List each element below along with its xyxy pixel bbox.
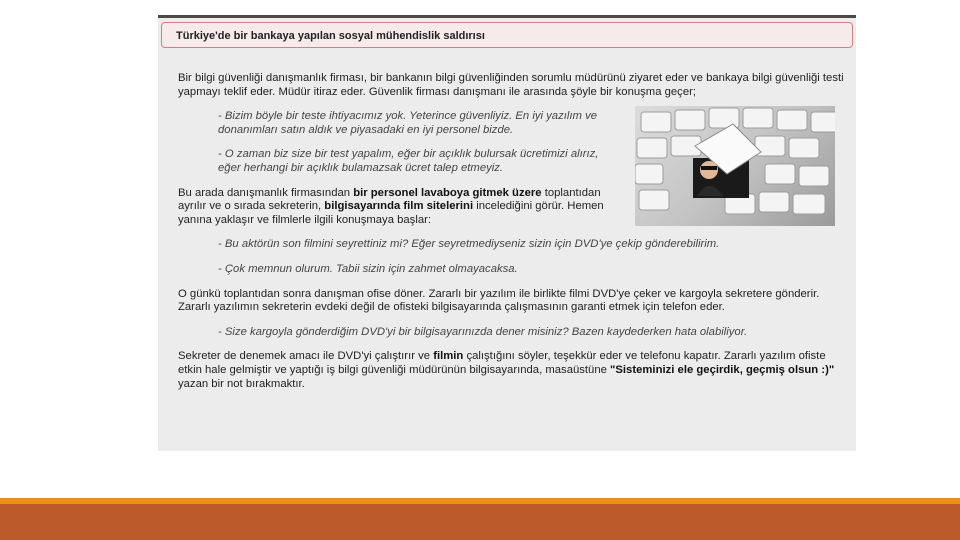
paragraph-lavatory <box>178 187 618 228</box>
text: incelediğini görür. Hemen yanına yaklaşır ve filmlerle ilgili konuşmaya başlar: <box>178 200 604 226</box>
bold-note: "Sisteminizi ele geçirdik, geçmiş olsun :)" <box>610 363 835 376</box>
bold-text: bir personel lavaboya gitmek üzere <box>353 186 542 199</box>
article-header <box>161 22 853 48</box>
bold-text: filmin <box>433 350 464 363</box>
text: yazan bir not bırakmaktır. <box>178 377 305 390</box>
quote-dvd-test: - Size kargoyla gönderdiğim DVD'yi bir bilgisayarınızda dener misiniz? Bazen kaydederken hata olabiliyor. <box>218 325 748 338</box>
quote-manager: - Bizim böyle bir teste ihtiyacımız yok. Yeterince güvenliyiz. En iyi yazılım ve donanımları satın aldık ve piyasadaki en iyi personel bizde. <box>218 110 598 136</box>
article-body <box>178 72 846 402</box>
text: Sekreter de denemek amacı ile DVD'yi çalıştırır ve <box>178 350 434 363</box>
text: Bu arada danışmanlık firmasından <box>178 186 354 199</box>
quote-consultant: - O zaman biz size bir test yapalım, eğer bir açıklık bulursak ücretimizi alırız, eğer herhangi bir açıklık bulamazsak ücret talep etmeyiz. <box>218 148 599 174</box>
article-title: Türkiye'de bir bankaya yapılan sosyal mühendislik saldırısı <box>176 30 485 42</box>
text: çalıştığını söyler, teşekkür eder ve telefonu kapatır. Zararlı yazılım ofiste etkin hale gelmiştir ve yaptığı iş bilgi güvenliği müdürünün bilgisayarında, masaüstüne <box>178 350 826 376</box>
text: toplantıdan ayrılır ve o sırada sekreterin, <box>178 186 601 213</box>
paragraph-intro: Bir bilgi güvenliği danışmanlık firması, bir bankanın bilgi güvenliğinden sorumlu müdürünü ziyaret eder ve bankaya bilgi güvenliği testi yapmayı teklif eder. Müdür itiraz eder. Güvenlik firması danışmanı ile arasında şöyle bir konuşma geçer; <box>178 72 844 98</box>
article-panel <box>158 15 856 451</box>
paragraph-outcome <box>178 350 846 391</box>
quote-secretary: - Çok memnun olurum. Tabii sizin için zahmet olmayacaksa. <box>218 262 518 275</box>
bold-text: bilgisayarında film sitelerini <box>324 200 474 213</box>
footer-stripe-rust <box>0 504 960 540</box>
paragraph-dvd: O günkü toplantıdan sonra danışman ofise döner. Zararlı bir yazılım ile birlikte filmi DVD'ye çeker ve kargoyla sekretere gönderir. Zararlı yazılımın sekreterin evdeki değil de ofisteki bilgisayarında çalışmasının garanti etmek için telefon eder. <box>178 287 820 314</box>
quote-movie-offer: - Bu aktörün son filmini seyrettiniz mi? Eğer seyretmediyseniz sizin için DVD'ye çekip gönderebilirim. <box>218 238 720 251</box>
